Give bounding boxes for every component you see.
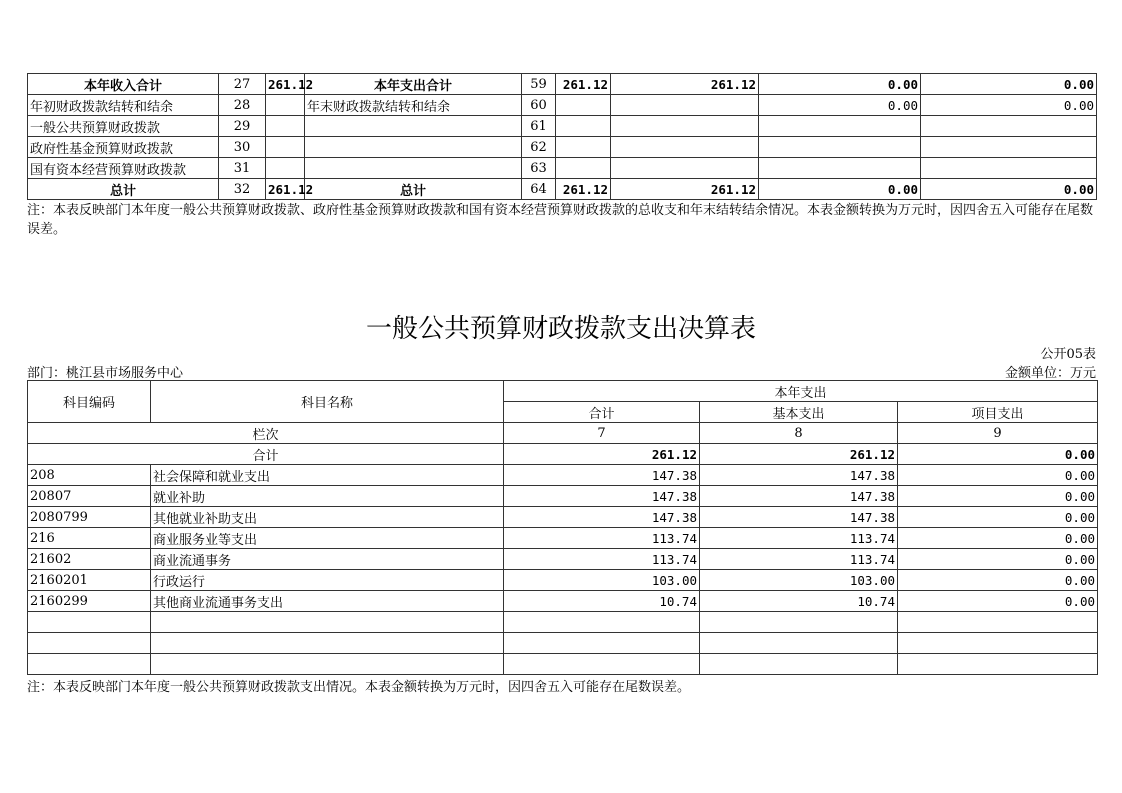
row-code: 20807 [28, 486, 151, 507]
row-left-line-no: 29 [219, 116, 266, 137]
row-name: 就业补助 [151, 486, 504, 507]
row-left-amount: 261.12 [266, 179, 305, 200]
row-basic: 113.74 [700, 528, 898, 549]
header-basic: 基本支出 [700, 402, 898, 423]
row-name: 其他商业流通事务支出 [151, 591, 504, 612]
row-total [504, 654, 700, 675]
row-left-amount [266, 95, 305, 116]
row-right-total [556, 116, 611, 137]
row-left-label: 国有资本经营预算财政拨款 [28, 158, 219, 179]
row-basic [700, 654, 898, 675]
table-row [28, 612, 1098, 633]
table-row [28, 654, 1098, 675]
row-basic: 10.74 [700, 591, 898, 612]
summary-row [28, 158, 1097, 179]
row-project: 0.00 [898, 465, 1098, 486]
row-right-total: 261.12 [556, 179, 611, 200]
row-right-label: 年末财政拨款结转和结余 [305, 95, 522, 116]
row-right-total: 261.12 [556, 74, 611, 95]
row-basic: 113.74 [700, 549, 898, 570]
expenditure-table [27, 380, 1098, 675]
row-right-label: 本年支出合计 [305, 74, 522, 95]
row-left-amount: 261.12 [266, 74, 305, 95]
row-code: 208 [28, 465, 151, 486]
row-right-label [305, 158, 522, 179]
row-right-amount-3: 0.00 [759, 74, 921, 95]
row-left-label: 年初财政拨款结转和结余 [28, 95, 219, 116]
row-right-amount-4: 0.00 [921, 74, 1097, 95]
row-right-label: 总计 [305, 179, 522, 200]
header-project: 项目支出 [898, 402, 1098, 423]
row-code [28, 654, 151, 675]
sum-total: 261.12 [504, 444, 700, 465]
row-right-amount-4 [921, 137, 1097, 158]
row-basic: 103.00 [700, 570, 898, 591]
row-code: 2160201 [28, 570, 151, 591]
row-total: 147.38 [504, 465, 700, 486]
header-total: 合计 [504, 402, 700, 423]
row-left-line-no: 31 [219, 158, 266, 179]
table-row [28, 528, 1098, 549]
sum-row [28, 444, 1098, 465]
table-row [28, 570, 1098, 591]
row-left-label: 一般公共预算财政拨款 [28, 116, 219, 137]
row-left-line-no: 27 [219, 74, 266, 95]
row-project: 0.00 [898, 591, 1098, 612]
department-label: 部门：桃江县市场服务中心 [27, 366, 184, 381]
row-right-label [305, 137, 522, 158]
row-left-label: 政府性基金预算财政拨款 [28, 137, 219, 158]
table-row [28, 465, 1098, 486]
column-7: 7 [504, 423, 700, 444]
amount-unit-label: 金额单位：万元 [1004, 366, 1096, 381]
row-name: 社会保障和就业支出 [151, 465, 504, 486]
header-year-expenditure: 本年支出 [504, 381, 1098, 402]
row-right-line-no: 60 [522, 95, 556, 116]
table-row [28, 507, 1098, 528]
row-right-amount-3: 0.00 [759, 95, 921, 116]
row-right-line-no: 63 [522, 158, 556, 179]
row-basic: 147.38 [700, 465, 898, 486]
row-total: 147.38 [504, 486, 700, 507]
row-name [151, 633, 504, 654]
row-name: 商业流通事务 [151, 549, 504, 570]
row-right-total [556, 95, 611, 116]
header-code: 科目编码 [28, 381, 151, 423]
table-row [28, 633, 1098, 654]
row-right-amount-3 [759, 137, 921, 158]
summary-row [28, 74, 1097, 95]
row-name [151, 654, 504, 675]
row-right-line-no: 61 [522, 116, 556, 137]
row-right-line-no: 59 [522, 74, 556, 95]
row-right-amount-2: 261.12 [611, 179, 759, 200]
table-row [28, 591, 1098, 612]
row-project: 0.00 [898, 570, 1098, 591]
sum-label: 合计 [28, 444, 504, 465]
sum-basic: 261.12 [700, 444, 898, 465]
row-right-amount-3 [759, 158, 921, 179]
row-left-amount [266, 158, 305, 179]
row-project [898, 633, 1098, 654]
expenditure-table-body [28, 381, 1098, 675]
table-row [28, 486, 1098, 507]
row-right-amount-4 [921, 158, 1097, 179]
row-total [504, 633, 700, 654]
row-right-amount-2 [611, 158, 759, 179]
row-total: 10.74 [504, 591, 700, 612]
column-label: 栏次 [28, 423, 504, 444]
summary-row [28, 95, 1097, 116]
row-basic [700, 633, 898, 654]
row-total: 147.38 [504, 507, 700, 528]
row-basic [700, 612, 898, 633]
row-basic: 147.38 [700, 486, 898, 507]
page-title: 一般公共预算财政拨款支出决算表 [365, 314, 756, 344]
column-8: 8 [700, 423, 898, 444]
row-left-line-no: 32 [219, 179, 266, 200]
summary-table-body [28, 74, 1097, 200]
row-left-label: 总计 [28, 179, 219, 200]
column-9: 9 [898, 423, 1098, 444]
row-code: 21602 [28, 549, 151, 570]
row-code: 216 [28, 528, 151, 549]
row-right-amount-3 [759, 116, 921, 137]
summary-row [28, 137, 1097, 158]
row-left-line-no: 28 [219, 95, 266, 116]
header-name: 科目名称 [151, 381, 504, 423]
row-total: 113.74 [504, 549, 700, 570]
row-right-amount-4: 0.00 [921, 95, 1097, 116]
row-right-amount-2 [611, 95, 759, 116]
row-code [28, 633, 151, 654]
sum-project: 0.00 [898, 444, 1098, 465]
row-code [28, 612, 151, 633]
row-project: 0.00 [898, 528, 1098, 549]
row-project [898, 654, 1098, 675]
form-code: 公开05表 [1040, 347, 1096, 362]
row-project: 0.00 [898, 486, 1098, 507]
column-number-row [28, 423, 1098, 444]
row-name [151, 612, 504, 633]
row-right-line-no: 64 [522, 179, 556, 200]
row-left-line-no: 30 [219, 137, 266, 158]
row-left-amount [266, 116, 305, 137]
table-row [28, 549, 1098, 570]
row-code: 2160299 [28, 591, 151, 612]
row-total [504, 612, 700, 633]
summary-table-note: 注：本表反映部门本年度一般公共预算财政拨款、政府性基金预算财政拨款和国有资本经营预算财政拨款的总收支和年末结转结余情况。本表金额转换为万元时，因四舍五入可能存在尾数误差。 [27, 203, 1094, 237]
row-project: 0.00 [898, 549, 1098, 570]
row-right-amount-2 [611, 116, 759, 137]
income-expense-summary-table [27, 73, 1097, 200]
row-right-amount-4: 0.00 [921, 179, 1097, 200]
row-left-label: 本年收入合计 [28, 74, 219, 95]
summary-row [28, 116, 1097, 137]
row-name: 行政运行 [151, 570, 504, 591]
row-left-amount [266, 137, 305, 158]
row-right-line-no: 62 [522, 137, 556, 158]
expenditure-table-note: 注：本表反映部门本年度一般公共预算财政拨款支出情况。本表金额转换为万元时，因四舍五入可能存在尾数误差。 [27, 680, 691, 695]
row-basic: 147.38 [700, 507, 898, 528]
row-right-amount-2 [611, 137, 759, 158]
row-right-amount-4 [921, 116, 1097, 137]
row-right-label [305, 116, 522, 137]
header-row-1 [28, 381, 1098, 402]
row-project: 0.00 [898, 507, 1098, 528]
row-project [898, 612, 1098, 633]
row-code: 2080799 [28, 507, 151, 528]
row-name: 商业服务业等支出 [151, 528, 504, 549]
row-total: 113.74 [504, 528, 700, 549]
row-right-amount-3: 0.00 [759, 179, 921, 200]
row-right-amount-2: 261.12 [611, 74, 759, 95]
summary-row [28, 179, 1097, 200]
row-name: 其他就业补助支出 [151, 507, 504, 528]
row-right-total [556, 137, 611, 158]
row-total: 103.00 [504, 570, 700, 591]
row-right-total [556, 158, 611, 179]
